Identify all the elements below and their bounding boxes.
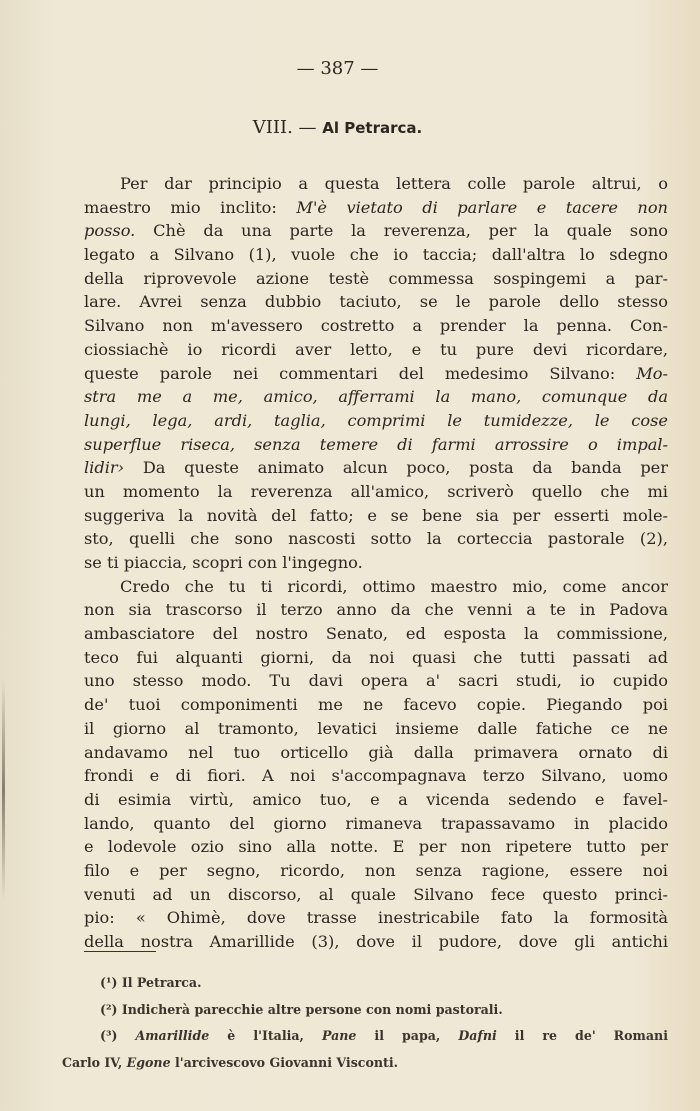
text-segment: pio: « Ohimè, dove trasse inestricabile fato la formosità: [84, 908, 668, 928]
italic-text: Pane: [321, 1028, 357, 1044]
text-segment: della nostra Amarillide (3), dove il pudore, dove gli antichi: [84, 932, 668, 951]
text-segment: suggeriva la novità del fatto; e se bene sia per esserti mole-: [84, 505, 668, 525]
italic-text: lidir›: [84, 458, 125, 478]
text-line: [84, 551, 668, 575]
text-segment: Chè da una parte la reverenza, per la quale sono: [135, 221, 668, 241]
text-segment: teco fui alquanti giorni, da noi quasi che tutti passati ad: [84, 647, 668, 667]
scan-edge-mark: [2, 680, 5, 900]
text-segment: ambasciatore del nostro Senato, ed esposta la commissione,: [84, 624, 668, 644]
text-segment: il re de' Romani: [496, 1028, 668, 1044]
text-segment: lando, quanto del giorno rimaneva trapassavamo in placido: [84, 813, 668, 833]
text-line: [84, 598, 668, 622]
text-line: [84, 859, 668, 883]
text-segment: è l'Italia,: [209, 1028, 322, 1044]
footnote: [62, 970, 668, 997]
italic-text: Mo-: [636, 363, 668, 383]
text-segment: il papa,: [356, 1028, 459, 1044]
text-segment: Da queste animato alcun poco, posta da banda per: [124, 458, 668, 478]
text-line: [84, 646, 668, 670]
text-segment: (³): [100, 1028, 136, 1044]
text-line: [84, 693, 668, 717]
text-line: [84, 385, 668, 409]
text-line: [84, 930, 668, 954]
text-segment: Per dar principio a questa lettera colle parole altrui, o: [120, 174, 668, 193]
footnote: [62, 1023, 668, 1050]
footnote: [62, 997, 668, 1024]
italic-text: stra me a me, amico, afferrami la mano, comunque da: [84, 387, 668, 407]
page-number: — 387 —: [296, 58, 379, 79]
text-segment: filo e per segno, ricordo, non senza ragione, essere noi: [84, 860, 668, 880]
text-segment: (²) Indicherà parecchie altre persone con nomi pastorali.: [100, 1001, 503, 1017]
italic-text: posso.: [84, 221, 136, 241]
text-line: [84, 172, 668, 196]
text-segment: Silvano non m'avessero costretto a prender la penna. Con-: [84, 316, 668, 336]
text-line: [84, 764, 668, 788]
text-segment: frondi e di fiori. A noi s'accompagnava terzo Silvano, uomo: [84, 766, 668, 786]
text-line: [84, 575, 668, 599]
text-line: [84, 196, 668, 220]
text-segment: queste parole nei commentari del medesimo Silvano:: [84, 363, 637, 383]
text-segment: e lodevole ozio sino alla notte. E per non ripetere tutto per: [84, 837, 668, 857]
text-line: [84, 267, 668, 291]
text-line: [84, 788, 668, 812]
italic-text: M'è vietato di parlare e tacere non: [296, 197, 668, 217]
text-segment: uno stesso modo. Tu davi opera a' sacri studi, io cupido: [84, 671, 668, 691]
text-line: [84, 906, 668, 930]
text-line: [84, 504, 668, 528]
text-segment: maestro mio inclito:: [84, 197, 297, 217]
text-line: [84, 409, 668, 433]
text-segment: non sia trascorso il terzo anno da che venni a te in Padova: [84, 600, 668, 620]
chapter-title: [0, 117, 675, 138]
text-segment: legato a Silvano (1), vuole che io taccia; dall'altra lo sdegno: [84, 245, 668, 265]
text-line: [84, 527, 668, 551]
text-line: [84, 622, 668, 646]
text-line: [84, 480, 668, 504]
text-segment: ciossiachè io ricordi aver letto, e tu pure devi ricordare,: [84, 339, 668, 359]
text-line: [84, 243, 668, 267]
italic-text: Amarillide: [135, 1028, 210, 1044]
text-line: [84, 456, 668, 480]
text-segment: andavamo nel tuo orticello già dalla primavera ornato di: [84, 742, 668, 762]
text-line: [84, 741, 668, 765]
text-segment: de' tuoi componimenti me ne facevo copie. Piegando poi: [84, 695, 668, 715]
body-text: [84, 172, 668, 954]
text-segment: lare. Avrei senza dubbio taciuto, se le parole dello stesso: [84, 292, 668, 312]
italic-text: superflue riseca, senza temere di farmi arrossire o impal-: [84, 434, 668, 454]
text-segment: venuti ad un discorso, al quale Silvano fece questo princi-: [84, 884, 668, 904]
chapter-name: Al Petrarca.: [322, 119, 423, 137]
text-line: [84, 669, 668, 693]
text-segment: sto, quelli che sono nascosti sotto la corteccia pastorale (2),: [84, 529, 668, 549]
text-line: [84, 290, 668, 314]
text-segment: di esimia virtù, amico tuo, e a vicenda sedendo e favel-: [84, 789, 668, 809]
italic-text: Egone: [126, 1054, 171, 1070]
text-line: [84, 362, 668, 386]
text-line: [84, 717, 668, 741]
italic-text: Dafni: [458, 1028, 497, 1044]
text-segment: della riprovevole azione testè commessa sospingemi a par-: [84, 268, 668, 288]
text-segment: Carlo IV,: [62, 1054, 127, 1070]
text-segment: se ti piaccia, scopri con l'ingegno.: [84, 553, 363, 572]
text-segment: Credo che tu ti ricordi, ottimo maestro mio, come ancor: [120, 576, 668, 596]
text-line: [84, 314, 668, 338]
chapter-number: VIII. —: [252, 117, 317, 138]
text-segment: l'arcivescovo Giovanni Visconti.: [170, 1054, 399, 1070]
footnotes: [62, 970, 668, 1076]
italic-text: lungi, lega, ardi, taglia, comprimi le tumidezze, le cose: [84, 410, 668, 430]
text-line: [84, 219, 668, 243]
text-line: [84, 835, 668, 859]
text-segment: un momento la reverenza all'amico, scriverò quello che mi: [84, 481, 668, 501]
text-segment: (¹) Il Petrarca.: [100, 975, 202, 990]
text-line: [84, 883, 668, 907]
text-line: [84, 812, 668, 836]
text-segment: il giorno al tramonto, levatici insieme dalle fatiche ce ne: [84, 718, 668, 738]
text-line: [84, 338, 668, 362]
footnote: [62, 1050, 668, 1077]
text-line: [84, 433, 668, 457]
footnote-rule: [84, 951, 156, 952]
